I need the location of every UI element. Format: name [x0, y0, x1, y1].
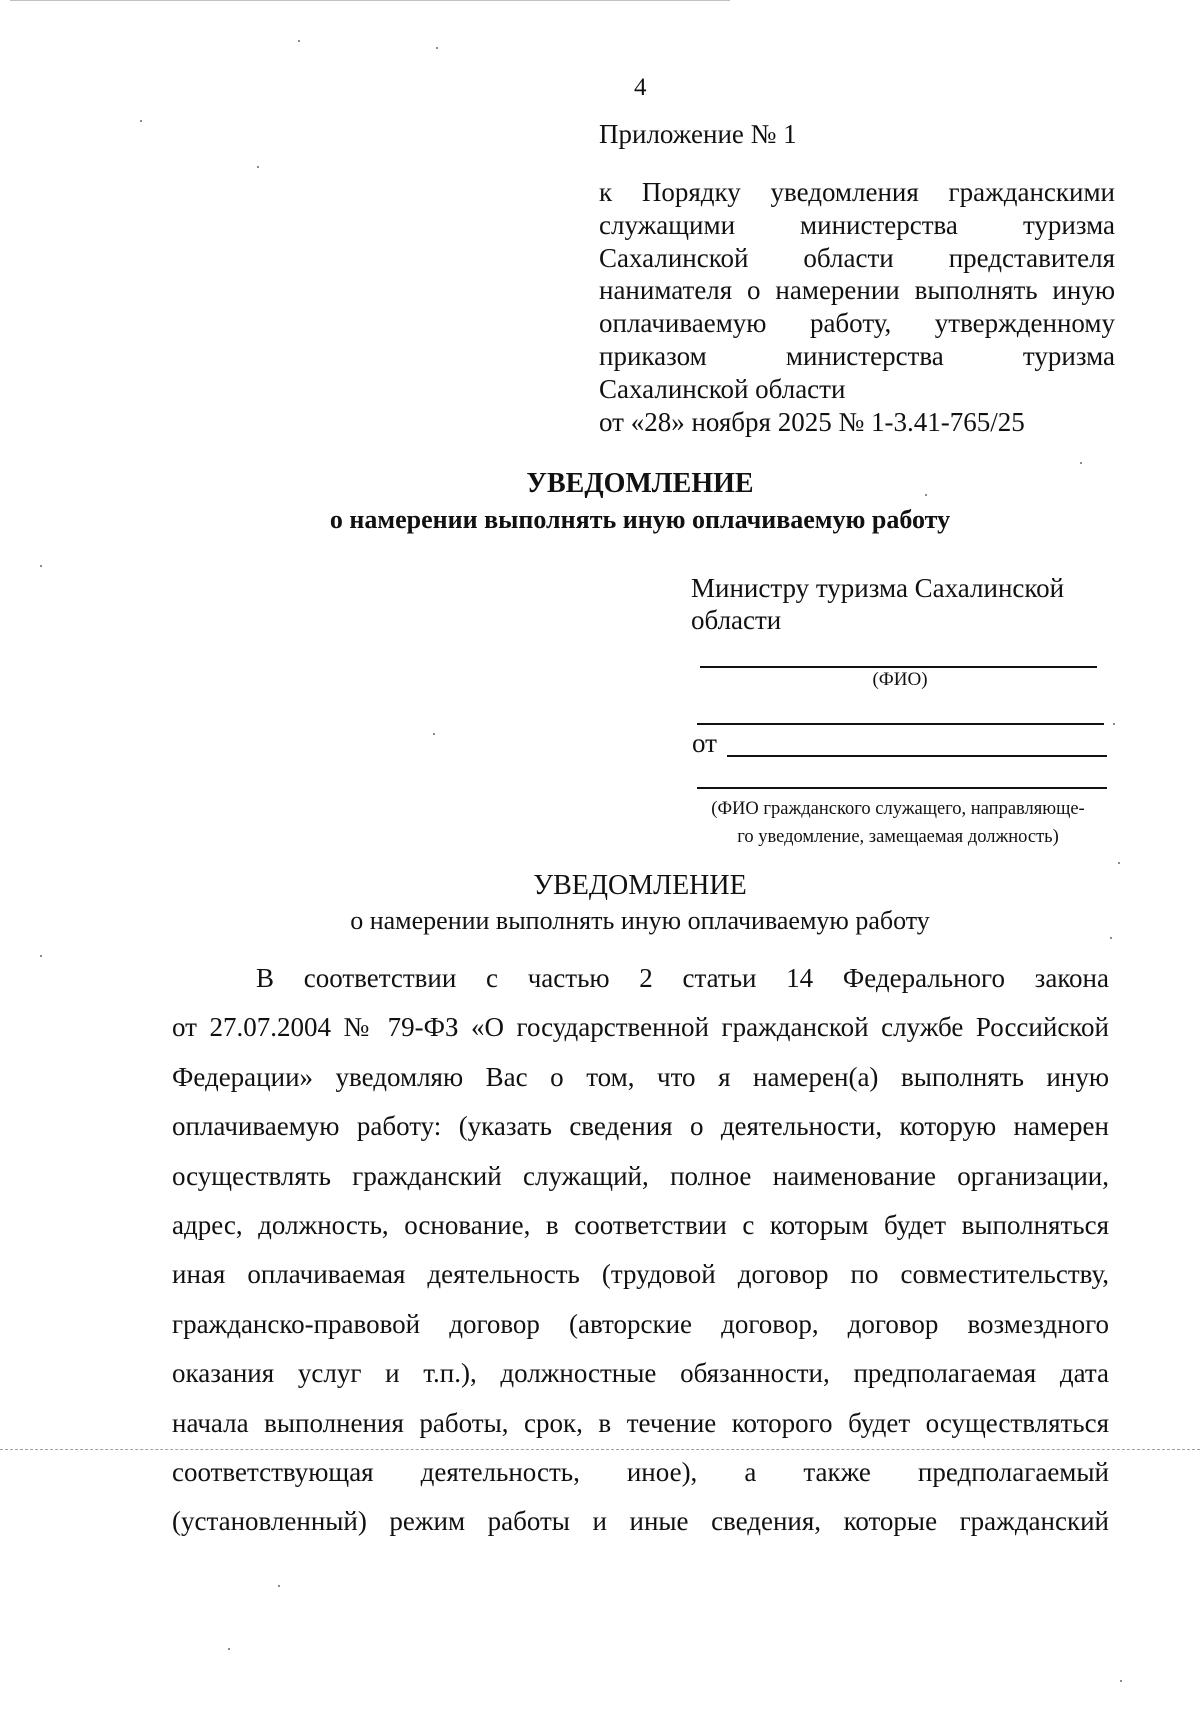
from-label: от [692, 728, 717, 758]
body-line: (установленный) режим работы и иные сведения, которые гражданский [172, 1506, 1109, 1537]
scan-speck [40, 565, 42, 567]
scan-speck [925, 494, 927, 496]
fio-underline [700, 666, 1097, 668]
body-line: начала выполнения работы, срок, в течение которого будет осуществляться [172, 1407, 1109, 1438]
employee-underline [697, 787, 1107, 789]
scan-speck [40, 955, 42, 957]
appendix-line: оплачиваемую работу, утвержденному [599, 308, 1115, 339]
scan-speck [228, 1648, 230, 1650]
appendix-line: от «28» ноября 2025 № 1-3.41-765/25 [599, 406, 1025, 437]
employee-caption-line: го уведомление, замещаемая должность) [737, 827, 1059, 847]
scan-speck [1120, 1680, 1122, 1682]
addressee-line: Министру туризма Сахалинской [691, 573, 1065, 603]
addressee-block [691, 572, 1111, 636]
appendix-line: Сахалинской области представителя [599, 242, 1115, 273]
body-line: от 27.07.2004 № 79-ФЗ «О государственной гражданской службе Российской [172, 1012, 1109, 1043]
body-line: осуществлять гражданский служащий, полное наименование организации, [172, 1160, 1109, 1191]
body-line: иная оплачиваемая деятельность (трудовой договор по совместительству, [172, 1259, 1109, 1290]
employee-caption-line: (ФИО гражданского служащего, направляюще- [711, 799, 1085, 819]
body-line: соответствующая деятельность, иное), а также предполагаемый [172, 1457, 1109, 1488]
form-heading: УВЕДОМЛЕНИЕ [526, 468, 754, 499]
scan-speck [436, 47, 438, 49]
addressee-line: области [691, 605, 782, 635]
appendix-line: нанимателя о намерении выполнять иную [599, 275, 1115, 306]
page-number: 4 [634, 74, 647, 101]
scan-speck [140, 120, 142, 122]
from-underline [727, 755, 1107, 757]
scan-top-edge [10, 0, 730, 1]
scan-speck [1110, 937, 1112, 939]
body-line: В соответствии с частью 2 статьи 14 Федерального закона [256, 963, 1109, 993]
body-line: оплачиваемую работу: (указать сведения о деятельности, которую намерен [172, 1111, 1109, 1142]
scan-speck [278, 1585, 280, 1587]
employee-caption [688, 795, 1108, 851]
scan-speck [298, 40, 300, 42]
scan-speck [433, 733, 435, 735]
body-line: Федерации» уведомляю Вас о том, что я намерен(а) выполнять иную [172, 1061, 1109, 1092]
appendix-line: приказом министерства туризма [599, 340, 1115, 371]
appendix-reference [599, 176, 1115, 438]
notice-heading-subtitle: о намерении выполнять иную оплачиваемую работу [350, 906, 930, 935]
appendix-line: Сахалинской области [599, 373, 846, 404]
body-line: адрес, должность, основание, в соответствии с которым будет выполняться [172, 1210, 1109, 1241]
notice-body [172, 954, 1109, 1547]
body-line: оказания услуг и т.п.), должностные обязанности, предполагаемая дата [172, 1358, 1109, 1389]
form-heading-subtitle: о намерении выполнять иную оплачиваемую работу [329, 505, 951, 534]
scan-speck [1118, 862, 1120, 864]
notice-heading: УВЕДОМЛЕНИЕ [533, 870, 747, 901]
blank-line [697, 723, 1104, 725]
appendix-line: служащими министерства туризма [599, 209, 1115, 240]
appendix-line: к Порядку уведомления гражданскими [599, 177, 1115, 207]
scan-speck [1080, 462, 1082, 464]
scan-speck [1113, 723, 1115, 725]
appendix-title: Приложение № 1 [599, 119, 797, 149]
scan-speck [257, 166, 259, 168]
fio-caption: (ФИО) [872, 669, 928, 690]
body-line: гражданско-правовой договор (авторские договор, договор возмездного [172, 1308, 1109, 1339]
